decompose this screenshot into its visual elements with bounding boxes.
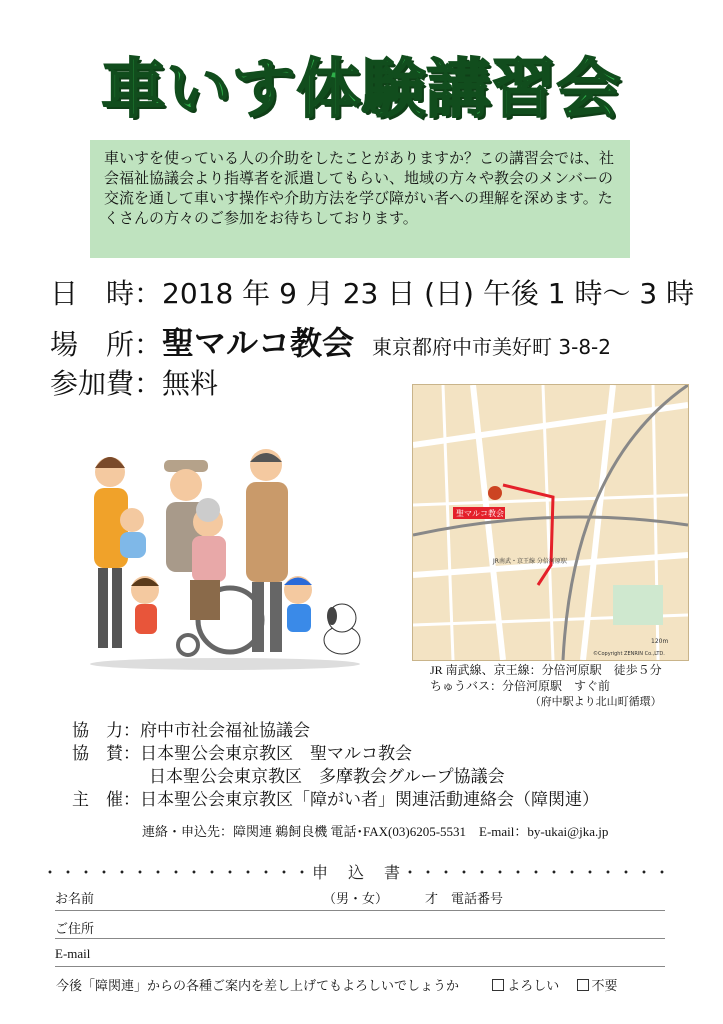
support-value1: 日本聖公会東京教区 聖マルコ教会 xyxy=(140,744,412,764)
date-row xyxy=(50,272,694,312)
map-note-line3: （府中駅より北山町循環） xyxy=(529,696,662,708)
support-label: 協 賛： xyxy=(72,744,140,764)
host-value: 日本聖公会東京教区「障がい者」関連活動連絡会（障関連） xyxy=(140,790,599,810)
page-title: 車いす体験講習会 xyxy=(101,53,622,127)
host-label: 主 催： xyxy=(72,790,140,810)
email-line[interactable] xyxy=(55,946,665,967)
map-church-label: 聖マルコ教会 xyxy=(456,509,504,518)
name-line[interactable] xyxy=(55,888,665,911)
question-text: 今後「障関連」からの各種ご案内を差し上げてもよろしいでしょうか xyxy=(56,978,460,993)
place-address: 東京都府中市美好町 3-8-2 xyxy=(372,335,611,359)
map-note xyxy=(430,662,662,710)
intro-box: 車いすを使っている人の介助をしたことがありますか？この講習会では、社会福祉協議会より指導者を派遣してもらい、地域の方々や教会のメンバーの交流を通して車いす操作や介助方法を学び障がい者への理解を深めます。たくさんの方々のご参加をお待ちしております。 xyxy=(90,140,630,258)
map-note-line1: JR 南武線、京王線：分倍河原駅 徒歩５分 xyxy=(430,663,662,677)
map-drawing xyxy=(413,385,688,660)
email-label: E-mail xyxy=(55,946,91,961)
support-row xyxy=(72,743,599,766)
place-label: 場 所： xyxy=(50,328,163,361)
checkbox-no[interactable] xyxy=(577,979,589,991)
map-note-line2: ちゅうバス：分倍河原駅 すぐ前 xyxy=(430,679,611,693)
credits-block xyxy=(72,720,599,812)
name-label: お名前 xyxy=(55,891,95,906)
map-station-label: JR南武・京王線 分倍河原駅 xyxy=(493,558,567,565)
coop-label: 協 力： xyxy=(72,721,140,741)
fee-label: 参加費： xyxy=(50,367,163,400)
checkbox-yes[interactable] xyxy=(492,979,504,991)
coop-row xyxy=(72,720,599,743)
location-map xyxy=(412,384,689,661)
mailing-question xyxy=(56,975,618,994)
place-value: 聖マルコ教会 xyxy=(162,324,355,362)
age-label: 才 xyxy=(425,891,439,906)
option-no-label: 不要 xyxy=(591,978,618,993)
gender-option: （男・女） xyxy=(323,891,389,906)
host-row xyxy=(72,789,599,812)
support-value2: 日本聖公会東京教区 多摩教会グループ協議会 xyxy=(149,767,505,787)
phone-label: 電話番号 xyxy=(451,891,504,906)
date-value: 2018 年 9 月 23 日 (日) 午後 1 時～ 3 時 xyxy=(162,277,695,310)
support-row2 xyxy=(72,766,599,789)
map-scale: 120m xyxy=(651,638,669,645)
contact-line: 連絡・申込先：障関連 鵜飼良機 電話･FAX(03)6205-5531 E-mail：by-ukai@jka.jp xyxy=(142,824,609,839)
place-row xyxy=(50,318,611,364)
option-no[interactable] xyxy=(577,978,618,993)
fee-row xyxy=(50,362,218,402)
address-label: ご住所 xyxy=(55,921,95,936)
map-copyright: ©Copyright ZENRIN Co.,LTD. xyxy=(593,651,665,657)
application-heading: ・・・・・・・・・・・・・・・申 込 書・・・・・・・・・・・・・・・ xyxy=(42,865,673,882)
option-yes-label: よろしい xyxy=(507,978,560,993)
option-yes[interactable] xyxy=(492,978,559,993)
coop-value: 府中市社会福祉協議会 xyxy=(140,721,310,741)
address-line[interactable] xyxy=(55,918,665,939)
family-wheelchair-illustration xyxy=(80,440,370,670)
date-label: 日 時： xyxy=(50,277,163,310)
fee-value: 無料 xyxy=(162,367,219,400)
